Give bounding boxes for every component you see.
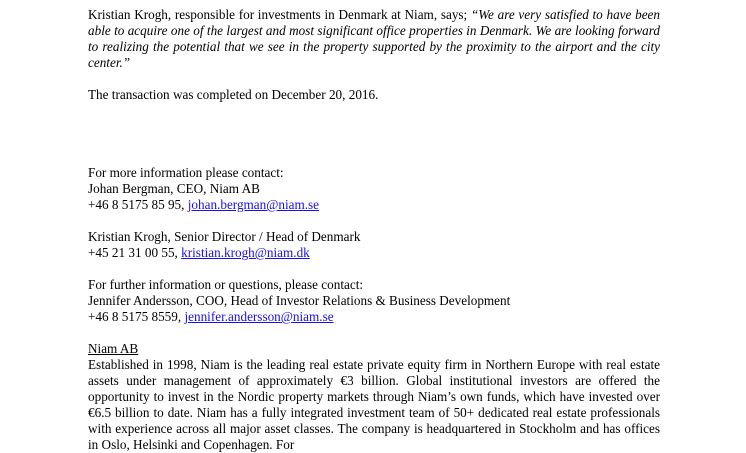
contact-line xyxy=(88,309,660,325)
contact-block-denmark xyxy=(88,229,660,261)
contact-phone: +46 8 5175 8559, xyxy=(88,309,185,324)
contact-block-ceo xyxy=(88,165,660,213)
quote-paragraph xyxy=(88,7,660,71)
contact-line xyxy=(88,245,660,261)
contact-heading: For further information or questions, please contact: xyxy=(88,277,364,292)
email-link-kristian[interactable]: kristian.krogh@niam.dk xyxy=(181,245,310,260)
about-section xyxy=(88,341,660,453)
about-title: Niam AB xyxy=(88,341,139,356)
contact-heading: For more information please contact: xyxy=(88,165,284,180)
email-link-johan[interactable]: johan.bergman@niam.se xyxy=(187,197,320,212)
contact-phone: +46 8 5175 85 95, xyxy=(88,197,188,212)
about-body: Established in 1998, Niam is the leading real estate private equity firm in Northern Europe with real estate assets under management of approximately €3 billion. Global institutional investors are offered the opportunity to invest in the Nordic property markets through Niam’s own funds, which have invested over €6.5 billion to date. Niam has a fully integrated investment team of 50+ dedicated real estate professionals with experience across all major asset classes. The company is headquartered in Stockholm and has offices in Oslo, Helsinki and Copenhagen. For xyxy=(88,357,660,452)
quote-text: “We are very satisfied to have been able to acquire one of the largest and most significant office properties in Denmark. We are looking forward to realizing the potential that we see in the property supported by the proximity to the airport and the city center.” xyxy=(88,7,661,70)
contact-name-title: Johan Bergman, CEO, Niam AB xyxy=(88,181,260,196)
document-page xyxy=(88,7,660,453)
contact-block-ir xyxy=(88,277,660,325)
contact-name-title: Kristian Krogh, Senior Director / Head of Denmark xyxy=(88,229,361,244)
transaction-date: The transaction was completed on December 20, 2016. xyxy=(88,87,379,102)
quote-intro: Kristian Krogh, responsible for investments in Denmark at Niam, says; xyxy=(88,7,471,22)
contact-line xyxy=(88,197,660,213)
email-link-jennifer[interactable]: jennifer.andersson@niam.se xyxy=(184,309,334,324)
contact-name-title: Jennifer Andersson, COO, Head of Investor Relations & Business Development xyxy=(88,293,511,308)
contact-phone: +45 21 31 00 55, xyxy=(88,245,182,260)
